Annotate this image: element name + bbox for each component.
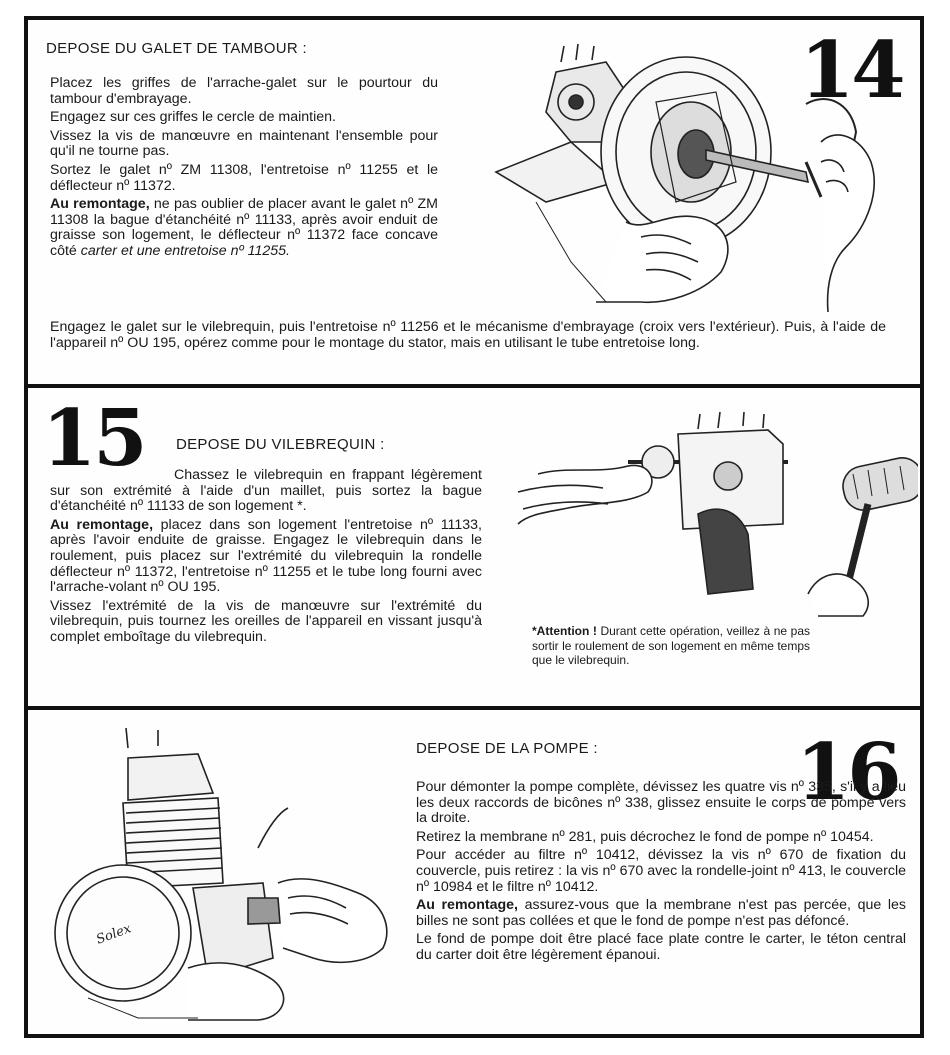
section-16-para-5: Le fond de pompe doit être placé face plate contre le carter, le téton central du carter doit être légèrement épanoui. bbox=[416, 931, 906, 963]
attention-text: Durant cette opération, veillez à ne pas sortir le roulement de son logement en même temps que le vilebrequin. bbox=[532, 624, 810, 667]
section-14-para-1: Placez les griffes de l'arrache-galet sur le pourtour du tambour d'embrayage. bbox=[50, 75, 438, 107]
section-14 bbox=[28, 20, 920, 384]
crankshaft-mallet-illustration bbox=[508, 404, 918, 619]
section-15-text bbox=[50, 468, 482, 649]
engine-pump-illustration bbox=[48, 718, 398, 1023]
remontage-label: Au remontage, bbox=[50, 516, 154, 533]
section-14-para-4: Sortez le galet nº ZM 11308, l'entretoise nº 11255 et le déflecteur nº 11372. bbox=[50, 161, 438, 194]
clutch-puller-illustration bbox=[476, 32, 896, 317]
section-15-title: DEPOSE DU VILEBREQUIN : bbox=[176, 436, 385, 453]
attention-note bbox=[532, 624, 810, 668]
section-16-para-1: Pour démonter la pompe complète, dévissez les quatre vis nº 335, s'il y a lieu les deux raccords de bicônes nº 338, glissez ensuite le corps de pompe vers la droite. bbox=[416, 779, 906, 827]
remontage-text: placez dans son logement l'entretoise nº 11133, après l'avoir enduite de graisse. Engagez le vilebrequin dans le roulement, puis placez sur l'extrémité du vilebrequin la rondelle déflecteur nº 11372, l'entretoise nº 11255 et le tube long fourni avec l'arrache-volant nº OU 195. bbox=[50, 516, 483, 596]
remontage-italic: carter et une entretoise nº 11255. bbox=[80, 242, 290, 259]
section-16-remontage bbox=[416, 898, 906, 929]
section-16-number: 16 bbox=[796, 727, 899, 818]
section-14-number: 14 bbox=[800, 25, 903, 116]
remontage-text: assurez-vous que la membrane n'est pas percée, que les billes ne sont pas collées et que le fond de pompe n'est pas défoncé. bbox=[416, 897, 907, 929]
section-16-title: DEPOSE DE LA POMPE : bbox=[416, 740, 598, 757]
section-15-para-3: Vissez l'extrémité de la vis de manœuvre sur l'extrémité du vilebrequin, puis tournez les oreilles de l'appareil en vissant jusqu'à complet emboîtage du vilebrequin. bbox=[50, 597, 482, 645]
section-14-para-3: Vissez la vis de manœuvre en maintenant l'ensemble pour qu'il ne tourne pas. bbox=[50, 127, 438, 160]
section-15-number: 15 bbox=[42, 393, 145, 484]
remontage-text: ne pas oublier de placer avant le galet nº ZM 11308 la bague d'étanchéité nº 11133, après avoir enduit de graisse son logement, le déflecteur nº 11372 face concave côté bbox=[50, 196, 438, 259]
section-16-para-3: Pour accéder au filtre nº 10412, dévissez la vis nº 670 de fixation du couvercle, puis retirez : la vis nº 670 avec la rondelle-joint nº 413, le couvercle nº 10984 et le filtre nº 10412. bbox=[416, 847, 906, 895]
attention-label: *Attention ! bbox=[532, 624, 597, 638]
manual-page bbox=[24, 16, 924, 1038]
section-15-para-1: Chassez le vilebrequin en frappant légèrement sur son extrémité à l'aide d'un maillet, puis sortez la bague d'étanchéité nº 11133 de son logement *. bbox=[50, 467, 482, 515]
section-15 bbox=[28, 388, 920, 706]
solex-logo-text: Solex bbox=[94, 921, 134, 948]
section-14-remontage bbox=[50, 197, 438, 259]
section-14-text bbox=[50, 76, 438, 263]
remontage-label: Au remontage, bbox=[416, 897, 519, 914]
section-14-title: DEPOSE DU GALET DE TAMBOUR : bbox=[46, 40, 307, 57]
section-14-full-width-text: Engagez le galet sur le vilebrequin, puis l'entretoise nº 11256 et le mécanisme d'embrayage (croix vers l'extérieur). Puis, à l'aide de l'appareil nº OU 195, opérez comme pour le montage du stator, mais en utilisant le tube entretoise long. bbox=[50, 319, 886, 351]
section-16-text bbox=[416, 780, 906, 967]
section-16-para-2: Retirez la membrane nº 281, puis décrochez le fond de pompe nº 10454. bbox=[416, 828, 874, 845]
section-15-remontage bbox=[50, 518, 482, 596]
section-16 bbox=[28, 710, 920, 1035]
section-14-para-2: Engagez sur ces griffes le cercle de maintien. bbox=[50, 109, 337, 126]
remontage-label: Au remontage, bbox=[50, 196, 150, 213]
